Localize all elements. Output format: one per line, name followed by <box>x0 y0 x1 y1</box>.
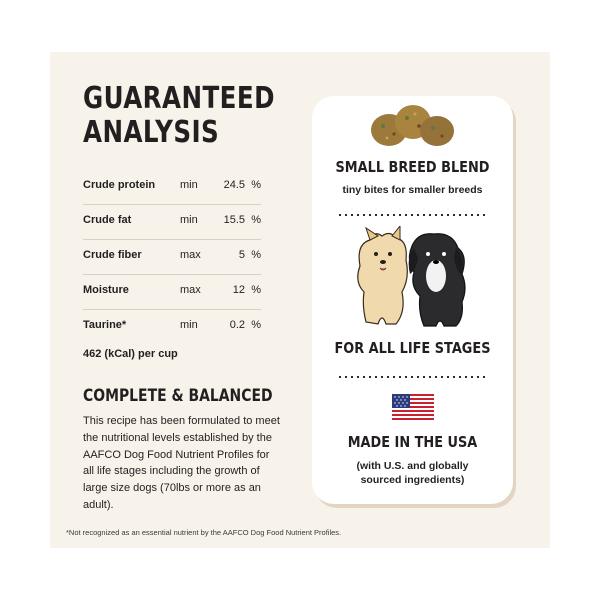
complete-balanced-heading: COMPLETE & BALANCED <box>83 386 273 406</box>
nutrient-name: Moisture <box>83 284 129 296</box>
calorie-content: 462 (kCal) per cup <box>83 348 178 360</box>
nutrient-qualifier: max <box>180 284 201 296</box>
nutrient-unit: % <box>251 249 261 261</box>
nutrient-qualifier: min <box>180 319 198 331</box>
nutrient-value: 12 <box>232 284 245 296</box>
nutrient-value: 5 <box>238 249 245 261</box>
title-line-1: GUARANTEED <box>83 81 275 116</box>
nutrient-qualifier: min <box>180 214 198 226</box>
dogs-illustration <box>352 226 474 330</box>
table-row <box>83 205 261 240</box>
nutrient-name: Crude fat <box>83 214 132 226</box>
nutrient-unit: % <box>251 284 261 296</box>
made-in-usa-subtitle <box>312 459 513 487</box>
dotted-divider <box>337 214 489 216</box>
complete-balanced-text: This recipe has been formulated to meet the nutritional levels established by the AAFCO Dog Food Nutrient Profiles for all life stages including the growth of large size dogs (70lbs or more as an adult). <box>83 415 280 511</box>
nutrient-qualifier: max <box>180 249 201 261</box>
dotted-divider <box>337 376 489 378</box>
footnote: *Not recognized as an essential nutrient by the AAFCO Dog Food Nutrient Profiles. <box>66 528 342 537</box>
made-in-usa-heading: MADE IN THE USA <box>347 433 478 451</box>
feature-card <box>312 96 513 504</box>
nutrient-unit: % <box>251 319 261 331</box>
nutrient-value: 0.2 <box>229 319 245 331</box>
kibble-image <box>367 98 459 154</box>
life-stages-heading: FOR ALL LIFE STAGES <box>334 339 491 357</box>
table-row <box>83 275 261 310</box>
nutrient-unit: % <box>251 214 261 226</box>
blend-title: SMALL BREED BLEND <box>335 158 490 176</box>
us-flag-icon <box>392 394 434 420</box>
title-line-2: ANALYSIS <box>83 115 220 150</box>
nutrient-name: Crude protein <box>83 179 156 191</box>
nutrient-value: 15.5 <box>223 214 245 226</box>
nutrient-name: Taurine* <box>83 319 127 331</box>
blend-subtitle: tiny bites for smaller breeds <box>342 184 483 196</box>
nutrient-value: 24.5 <box>223 179 245 191</box>
page-title <box>83 82 275 150</box>
table-row <box>83 170 261 205</box>
made-in-usa-subtitle-line-2: sourced ingredients) <box>360 474 465 486</box>
nutrient-qualifier: min <box>180 179 198 191</box>
nutrient-table <box>83 170 261 344</box>
made-in-usa-subtitle-line-1: (with U.S. and globally <box>356 460 469 472</box>
table-row <box>83 240 261 275</box>
nutrient-unit: % <box>251 179 261 191</box>
table-row <box>83 310 261 344</box>
nutrient-name: Crude fiber <box>83 249 142 261</box>
